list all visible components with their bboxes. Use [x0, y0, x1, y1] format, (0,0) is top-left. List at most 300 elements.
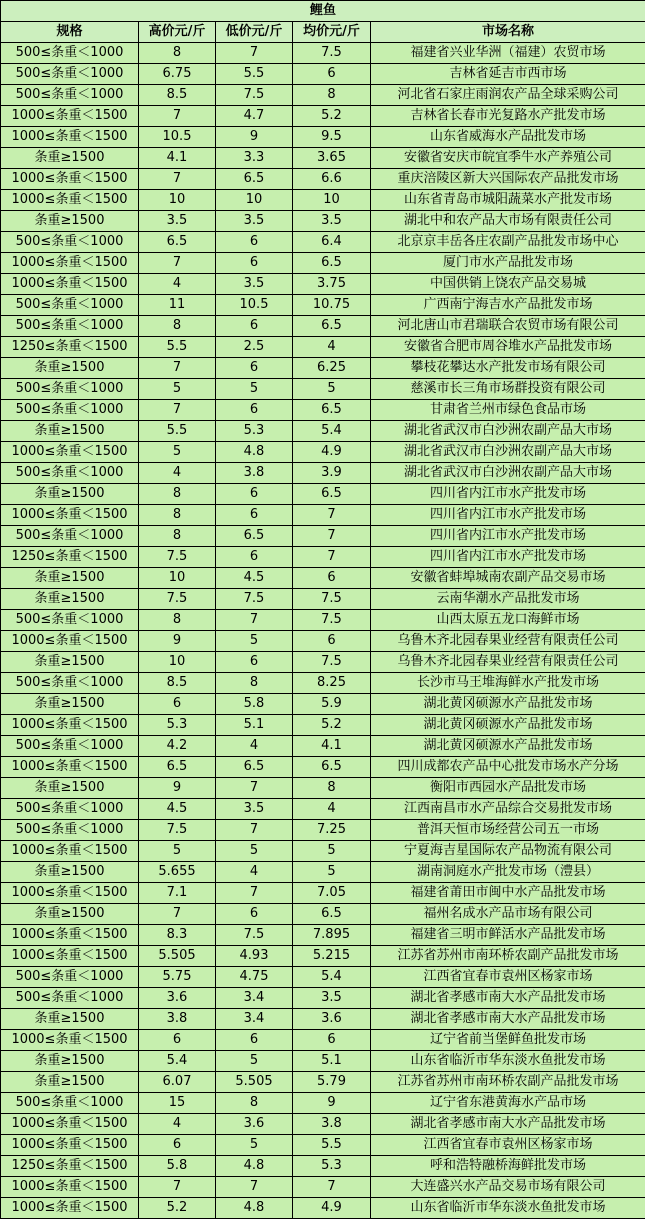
cell-avg-price: 6.4: [293, 232, 371, 253]
cell-market-name: 湖北省武汉市白沙洲农副产品大市场: [371, 463, 645, 484]
cell-low-price: 7: [216, 1177, 293, 1198]
cell-avg-price: 5: [293, 862, 371, 883]
cell-market-name: 江苏省苏州市南环桥农副产品批发市场: [371, 1072, 645, 1093]
table-row: [1, 85, 645, 106]
table-row: [1, 631, 645, 652]
cell-spec: 500≤条重＜1000: [1, 232, 139, 253]
cell-low-price: 6: [216, 652, 293, 673]
cell-market-name: 四川省内江市水产批发市场: [371, 547, 645, 568]
cell-high-price: 7.1: [139, 883, 216, 904]
cell-spec: 1000≤条重＜1500: [1, 757, 139, 778]
cell-avg-price: 4: [293, 337, 371, 358]
cell-high-price: 6.75: [139, 64, 216, 85]
table-row: [1, 253, 645, 274]
table-row: [1, 967, 645, 988]
cell-high-price: 15: [139, 1093, 216, 1114]
cell-spec: 条重≥1500: [1, 694, 139, 715]
cell-spec: 500≤条重＜1000: [1, 463, 139, 484]
cell-market-name: 江西省宜春市袁州区杨家市场: [371, 1135, 645, 1156]
table-row: [1, 862, 645, 883]
cell-avg-price: 9: [293, 1093, 371, 1114]
cell-low-price: 4.8: [216, 1198, 293, 1219]
table-row: [1, 694, 645, 715]
cell-spec: 1000≤条重＜1500: [1, 169, 139, 190]
cell-market-name: 山东省青岛市城阳蔬菜水产批发市场: [371, 190, 645, 211]
cell-high-price: 5.5: [139, 337, 216, 358]
cell-low-price: 8: [216, 673, 293, 694]
cell-spec: 条重≥1500: [1, 904, 139, 925]
table-body: [1, 43, 645, 1219]
cell-avg-price: 8: [293, 85, 371, 106]
cell-market-name: 厦门市水产品批发市场: [371, 253, 645, 274]
cell-low-price: 5.3: [216, 421, 293, 442]
cell-avg-price: 5.3: [293, 1156, 371, 1177]
cell-low-price: 3.8: [216, 463, 293, 484]
cell-low-price: 3.4: [216, 1009, 293, 1030]
cell-low-price: 7: [216, 778, 293, 799]
cell-market-name: 湖北黄冈硕源水产品批发市场: [371, 736, 645, 757]
column-header-low-price: 低价元/斤: [216, 22, 293, 43]
cell-low-price: 4: [216, 862, 293, 883]
cell-low-price: 10: [216, 190, 293, 211]
cell-low-price: 3.6: [216, 1114, 293, 1135]
cell-market-name: 甘肃省兰州市绿色食品市场: [371, 400, 645, 421]
cell-low-price: 7: [216, 883, 293, 904]
table-row: [1, 673, 645, 694]
cell-spec: 条重≥1500: [1, 568, 139, 589]
cell-low-price: 6: [216, 400, 293, 421]
cell-low-price: 9: [216, 127, 293, 148]
cell-avg-price: 6.5: [293, 316, 371, 337]
cell-low-price: 3.5: [216, 799, 293, 820]
cell-avg-price: 3.6: [293, 1009, 371, 1030]
cell-spec: 500≤条重＜1000: [1, 64, 139, 85]
cell-low-price: 6.5: [216, 526, 293, 547]
cell-market-name: 广西南宁海吉水产品批发市场: [371, 295, 645, 316]
table-row: [1, 106, 645, 127]
cell-high-price: 4.5: [139, 799, 216, 820]
cell-avg-price: 4.1: [293, 736, 371, 757]
cell-market-name: 湖北省孝感市南大水产品批发市场: [371, 1009, 645, 1030]
cell-avg-price: 6.5: [293, 904, 371, 925]
cell-market-name: 湖北省武汉市白沙洲农副产品大市场: [371, 442, 645, 463]
cell-high-price: 7: [139, 1177, 216, 1198]
table-row: [1, 421, 645, 442]
cell-low-price: 7.5: [216, 85, 293, 106]
cell-low-price: 6.5: [216, 169, 293, 190]
cell-avg-price: 3.65: [293, 148, 371, 169]
cell-high-price: 7.5: [139, 547, 216, 568]
cell-market-name: 安徽省安庆市皖宜季牛水产养殖公司: [371, 148, 645, 169]
table-row: [1, 190, 645, 211]
table-row: [1, 988, 645, 1009]
cell-avg-price: 4.9: [293, 1198, 371, 1219]
cell-low-price: 6: [216, 358, 293, 379]
cell-market-name: 江西省宜春市袁州区杨家市场: [371, 967, 645, 988]
table-row: [1, 1177, 645, 1198]
cell-avg-price: 3.5: [293, 988, 371, 1009]
cell-market-name: 北京京丰岳各庄农副产品批发市场中心: [371, 232, 645, 253]
table-row: [1, 1156, 645, 1177]
cell-low-price: 6.5: [216, 757, 293, 778]
cell-market-name: 江苏省苏州市南环桥农副产品批发市场: [371, 946, 645, 967]
cell-low-price: 2.5: [216, 337, 293, 358]
cell-market-name: 乌鲁木齐北园春果业经营有限责任公司: [371, 652, 645, 673]
cell-low-price: 5: [216, 379, 293, 400]
cell-avg-price: 7.5: [293, 610, 371, 631]
cell-low-price: 5: [216, 1051, 293, 1072]
cell-high-price: 7.5: [139, 820, 216, 841]
cell-high-price: 11: [139, 295, 216, 316]
cell-high-price: 4.1: [139, 148, 216, 169]
cell-market-name: 湖北省孝感市南大水产品批发市场: [371, 988, 645, 1009]
cell-market-name: 长沙市马王堆海鲜水产批发市场: [371, 673, 645, 694]
cell-spec: 500≤条重＜1000: [1, 967, 139, 988]
cell-avg-price: 5.5: [293, 1135, 371, 1156]
cell-high-price: 5.655: [139, 862, 216, 883]
cell-spec: 500≤条重＜1000: [1, 988, 139, 1009]
table-row: [1, 715, 645, 736]
column-header-high-price: 高价元/斤: [139, 22, 216, 43]
cell-low-price: 4.7: [216, 106, 293, 127]
cell-avg-price: 6.25: [293, 358, 371, 379]
cell-high-price: 4: [139, 463, 216, 484]
cell-high-price: 8.5: [139, 673, 216, 694]
cell-spec: 条重≥1500: [1, 862, 139, 883]
cell-market-name: 河北唐山市君瑞联合农贸市场有限公司: [371, 316, 645, 337]
cell-avg-price: 6.6: [293, 169, 371, 190]
cell-high-price: 3.5: [139, 211, 216, 232]
cell-spec: 1000≤条重＜1500: [1, 106, 139, 127]
cell-high-price: 5: [139, 841, 216, 862]
table-row: [1, 568, 645, 589]
cell-market-name: 湖北省武汉市白沙洲农副产品大市场: [371, 421, 645, 442]
cell-market-name: 湖北黄冈硕源水产品批发市场: [371, 694, 645, 715]
cell-high-price: 5: [139, 379, 216, 400]
column-header-spec: 规格: [1, 22, 139, 43]
cell-low-price: 4.75: [216, 967, 293, 988]
cell-low-price: 5.5: [216, 64, 293, 85]
cell-market-name: 普洱天恒市场经营公司五一市场: [371, 820, 645, 841]
cell-low-price: 3.5: [216, 274, 293, 295]
cell-market-name: 山东省临沂市华东淡水鱼批发市场: [371, 1198, 645, 1219]
cell-market-name: 湖北中和农产品大市场有限责任公司: [371, 211, 645, 232]
cell-high-price: 5.3: [139, 715, 216, 736]
cell-spec: 条重≥1500: [1, 148, 139, 169]
cell-spec: 条重≥1500: [1, 589, 139, 610]
cell-avg-price: 4: [293, 799, 371, 820]
cell-market-name: 中国供销上饶农产品交易城: [371, 274, 645, 295]
cell-low-price: 6: [216, 904, 293, 925]
cell-market-name: 辽宁省前当堡鲜鱼批发市场: [371, 1030, 645, 1051]
cell-avg-price: 7.25: [293, 820, 371, 841]
table-row: [1, 148, 645, 169]
table-row: [1, 316, 645, 337]
cell-market-name: 攀枝花攀达水产批发市场有限公司: [371, 358, 645, 379]
cell-spec: 500≤条重＜1000: [1, 526, 139, 547]
table-row: [1, 526, 645, 547]
cell-low-price: 6: [216, 547, 293, 568]
cell-market-name: 四川省内江市水产批发市场: [371, 526, 645, 547]
table-row: [1, 1072, 645, 1093]
cell-spec: 500≤条重＜1000: [1, 379, 139, 400]
cell-avg-price: 6.5: [293, 484, 371, 505]
cell-spec: 1000≤条重＜1500: [1, 274, 139, 295]
cell-avg-price: 8: [293, 778, 371, 799]
cell-market-name: 山西太原五龙口海鲜市场: [371, 610, 645, 631]
cell-avg-price: 5: [293, 379, 371, 400]
cell-low-price: 4.8: [216, 442, 293, 463]
cell-market-name: 辽宁省东港黄海水产品市场: [371, 1093, 645, 1114]
cell-spec: 条重≥1500: [1, 1072, 139, 1093]
cell-avg-price: 5.2: [293, 715, 371, 736]
cell-low-price: 8: [216, 1093, 293, 1114]
cell-market-name: 慈溪市长三角市场群投资有限公司: [371, 379, 645, 400]
cell-avg-price: 7.5: [293, 652, 371, 673]
cell-market-name: 湖北省孝感市南大水产品批发市场: [371, 1114, 645, 1135]
cell-spec: 1000≤条重＜1500: [1, 715, 139, 736]
cell-market-name: 重庆涪陵区新大兴国际农产品批发市场: [371, 169, 645, 190]
cell-spec: 条重≥1500: [1, 484, 139, 505]
cell-high-price: 8: [139, 484, 216, 505]
cell-low-price: 5.8: [216, 694, 293, 715]
cell-spec: 1000≤条重＜1500: [1, 1198, 139, 1219]
cell-low-price: 6: [216, 232, 293, 253]
cell-market-name: 大连盛兴水产品交易市场有限公司: [371, 1177, 645, 1198]
table-row: [1, 211, 645, 232]
table-row: [1, 1093, 645, 1114]
cell-market-name: 安徽省蚌埠城南农副产品交易市场: [371, 568, 645, 589]
cell-spec: 1000≤条重＜1500: [1, 442, 139, 463]
table-row: [1, 43, 645, 64]
cell-market-name: 福建省莆田市闽中水产品批发市场: [371, 883, 645, 904]
cell-avg-price: 7: [293, 547, 371, 568]
cell-avg-price: 5.2: [293, 106, 371, 127]
table-row: [1, 463, 645, 484]
cell-low-price: 6: [216, 253, 293, 274]
cell-high-price: 8: [139, 43, 216, 64]
cell-avg-price: 7.05: [293, 883, 371, 904]
cell-low-price: 5: [216, 631, 293, 652]
table-row: [1, 757, 645, 778]
cell-spec: 条重≥1500: [1, 421, 139, 442]
cell-high-price: 6: [139, 1135, 216, 1156]
cell-avg-price: 5.215: [293, 946, 371, 967]
cell-high-price: 5: [139, 442, 216, 463]
cell-market-name: 吉林省延吉市西市场: [371, 64, 645, 85]
cell-high-price: 6: [139, 694, 216, 715]
cell-avg-price: 6: [293, 64, 371, 85]
cell-market-name: 福建省三明市鲜活水产品批发市场: [371, 925, 645, 946]
cell-high-price: 5.505: [139, 946, 216, 967]
cell-market-name: 四川省内江市水产批发市场: [371, 484, 645, 505]
cell-low-price: 7: [216, 820, 293, 841]
cell-low-price: 6: [216, 1030, 293, 1051]
cell-high-price: 8.3: [139, 925, 216, 946]
table-row: [1, 337, 645, 358]
cell-spec: 1000≤条重＜1500: [1, 127, 139, 148]
table-row: [1, 358, 645, 379]
cell-avg-price: 5.4: [293, 421, 371, 442]
cell-market-name: 吉林省长春市光复路水产批发市场: [371, 106, 645, 127]
cell-avg-price: 7.895: [293, 925, 371, 946]
cell-spec: 500≤条重＜1000: [1, 799, 139, 820]
cell-avg-price: 7: [293, 1177, 371, 1198]
cell-avg-price: 3.8: [293, 1114, 371, 1135]
cell-avg-price: 7.5: [293, 589, 371, 610]
cell-avg-price: 7.5: [293, 43, 371, 64]
cell-high-price: 7: [139, 106, 216, 127]
cell-low-price: 3.3: [216, 148, 293, 169]
table-row: [1, 778, 645, 799]
table-row: [1, 1135, 645, 1156]
table-row: [1, 379, 645, 400]
cell-spec: 500≤条重＜1000: [1, 85, 139, 106]
cell-high-price: 10.5: [139, 127, 216, 148]
table-row: [1, 1030, 645, 1051]
column-header-market-name: 市场名称: [371, 22, 645, 43]
cell-market-name: 云南华潮水产品批发市场: [371, 589, 645, 610]
cell-spec: 1000≤条重＜1500: [1, 190, 139, 211]
cell-high-price: 4: [139, 1114, 216, 1135]
cell-high-price: 7: [139, 358, 216, 379]
cell-low-price: 3.4: [216, 988, 293, 1009]
cell-high-price: 7: [139, 169, 216, 190]
cell-avg-price: 5.9: [293, 694, 371, 715]
column-header-avg-price: 均价元/斤: [293, 22, 371, 43]
cell-market-name: 呼和浩特融桥海鲜批发市场: [371, 1156, 645, 1177]
cell-spec: 1000≤条重＜1500: [1, 253, 139, 274]
cell-avg-price: 6.5: [293, 400, 371, 421]
cell-spec: 1000≤条重＜1500: [1, 505, 139, 526]
table-row: [1, 169, 645, 190]
cell-market-name: 湖北黄冈硕源水产品批发市场: [371, 715, 645, 736]
table-row: [1, 484, 645, 505]
cell-avg-price: 6: [293, 568, 371, 589]
cell-spec: 1000≤条重＜1500: [1, 1114, 139, 1135]
cell-market-name: 四川省内江市水产批发市场: [371, 505, 645, 526]
table-row: [1, 946, 645, 967]
cell-avg-price: 7: [293, 505, 371, 526]
cell-high-price: 8: [139, 505, 216, 526]
cell-high-price: 7: [139, 253, 216, 274]
cell-high-price: 8: [139, 526, 216, 547]
cell-market-name: 乌鲁木齐北园春果业经营有限责任公司: [371, 631, 645, 652]
cell-market-name: 山东省临沂市华东淡水鱼批发市场: [371, 1051, 645, 1072]
cell-avg-price: 6.5: [293, 757, 371, 778]
cell-spec: 500≤条重＜1000: [1, 400, 139, 421]
cell-low-price: 5: [216, 1135, 293, 1156]
cell-spec: 500≤条重＜1000: [1, 316, 139, 337]
table-header-row: [1, 22, 645, 43]
cell-market-name: 福州名成水产品市场有限公司: [371, 904, 645, 925]
cell-spec: 1000≤条重＜1500: [1, 925, 139, 946]
cell-spec: 500≤条重＜1000: [1, 610, 139, 631]
cell-market-name: 湖南洞庭水产批发市场（澧县）: [371, 862, 645, 883]
table-row: [1, 883, 645, 904]
cell-high-price: 6.5: [139, 232, 216, 253]
cell-high-price: 7.5: [139, 589, 216, 610]
cell-avg-price: 7: [293, 526, 371, 547]
cell-avg-price: 5.79: [293, 1072, 371, 1093]
cell-high-price: 5.8: [139, 1156, 216, 1177]
cell-low-price: 7: [216, 43, 293, 64]
cell-high-price: 5.2: [139, 1198, 216, 1219]
cell-avg-price: 10: [293, 190, 371, 211]
cell-high-price: 9: [139, 631, 216, 652]
cell-low-price: 3.5: [216, 211, 293, 232]
cell-low-price: 5.1: [216, 715, 293, 736]
cell-spec: 500≤条重＜1000: [1, 736, 139, 757]
cell-low-price: 10.5: [216, 295, 293, 316]
cell-market-name: 河北省石家庄雨润农产品全球采购公司: [371, 85, 645, 106]
table-row: [1, 400, 645, 421]
cell-avg-price: 10.75: [293, 295, 371, 316]
table-row: [1, 841, 645, 862]
cell-avg-price: 3.75: [293, 274, 371, 295]
cell-high-price: 4.2: [139, 736, 216, 757]
table-row: [1, 274, 645, 295]
cell-high-price: 8: [139, 316, 216, 337]
cell-high-price: 10: [139, 652, 216, 673]
cell-avg-price: 6: [293, 1030, 371, 1051]
cell-spec: 条重≥1500: [1, 1051, 139, 1072]
cell-spec: 1000≤条重＜1500: [1, 1177, 139, 1198]
cell-market-name: 四川成都农产品中心批发市场水产分场: [371, 757, 645, 778]
cell-spec: 1000≤条重＜1500: [1, 946, 139, 967]
table-row: [1, 799, 645, 820]
cell-avg-price: 6.5: [293, 253, 371, 274]
cell-spec: 1000≤条重＜1500: [1, 841, 139, 862]
cell-spec: 1000≤条重＜1500: [1, 1135, 139, 1156]
table-row: [1, 1009, 645, 1030]
cell-market-name: 江西南昌市水产品综合交易批发市场: [371, 799, 645, 820]
table-row: [1, 904, 645, 925]
cell-high-price: 10: [139, 568, 216, 589]
cell-high-price: 3.8: [139, 1009, 216, 1030]
cell-market-name: 宁夏海吉星国际农产品物流有限公司: [371, 841, 645, 862]
table-row: [1, 736, 645, 757]
table-row: [1, 1114, 645, 1135]
cell-high-price: 4: [139, 274, 216, 295]
cell-high-price: 7: [139, 904, 216, 925]
cell-spec: 条重≥1500: [1, 1009, 139, 1030]
cell-high-price: 5.75: [139, 967, 216, 988]
table-title: 鲤鱼: [1, 1, 645, 22]
cell-spec: 1000≤条重＜1500: [1, 883, 139, 904]
cell-avg-price: 5.1: [293, 1051, 371, 1072]
cell-spec: 1000≤条重＜1500: [1, 1030, 139, 1051]
table-row: [1, 64, 645, 85]
cell-low-price: 7.5: [216, 589, 293, 610]
table-row: [1, 820, 645, 841]
cell-spec: 1000≤条重＜1500: [1, 631, 139, 652]
cell-low-price: 4.8: [216, 1156, 293, 1177]
cell-low-price: 6: [216, 316, 293, 337]
table-row: [1, 442, 645, 463]
cell-high-price: 3.6: [139, 988, 216, 1009]
table-row: [1, 547, 645, 568]
cell-avg-price: 6: [293, 631, 371, 652]
cell-high-price: 8.5: [139, 85, 216, 106]
cell-spec: 条重≥1500: [1, 652, 139, 673]
cell-market-name: 福建省兴业华洲（福建）农贸市场: [371, 43, 645, 64]
cell-high-price: 5.5: [139, 421, 216, 442]
cell-low-price: 4.93: [216, 946, 293, 967]
cell-avg-price: 5.4: [293, 967, 371, 988]
cell-high-price: 6.5: [139, 757, 216, 778]
table-row: [1, 505, 645, 526]
